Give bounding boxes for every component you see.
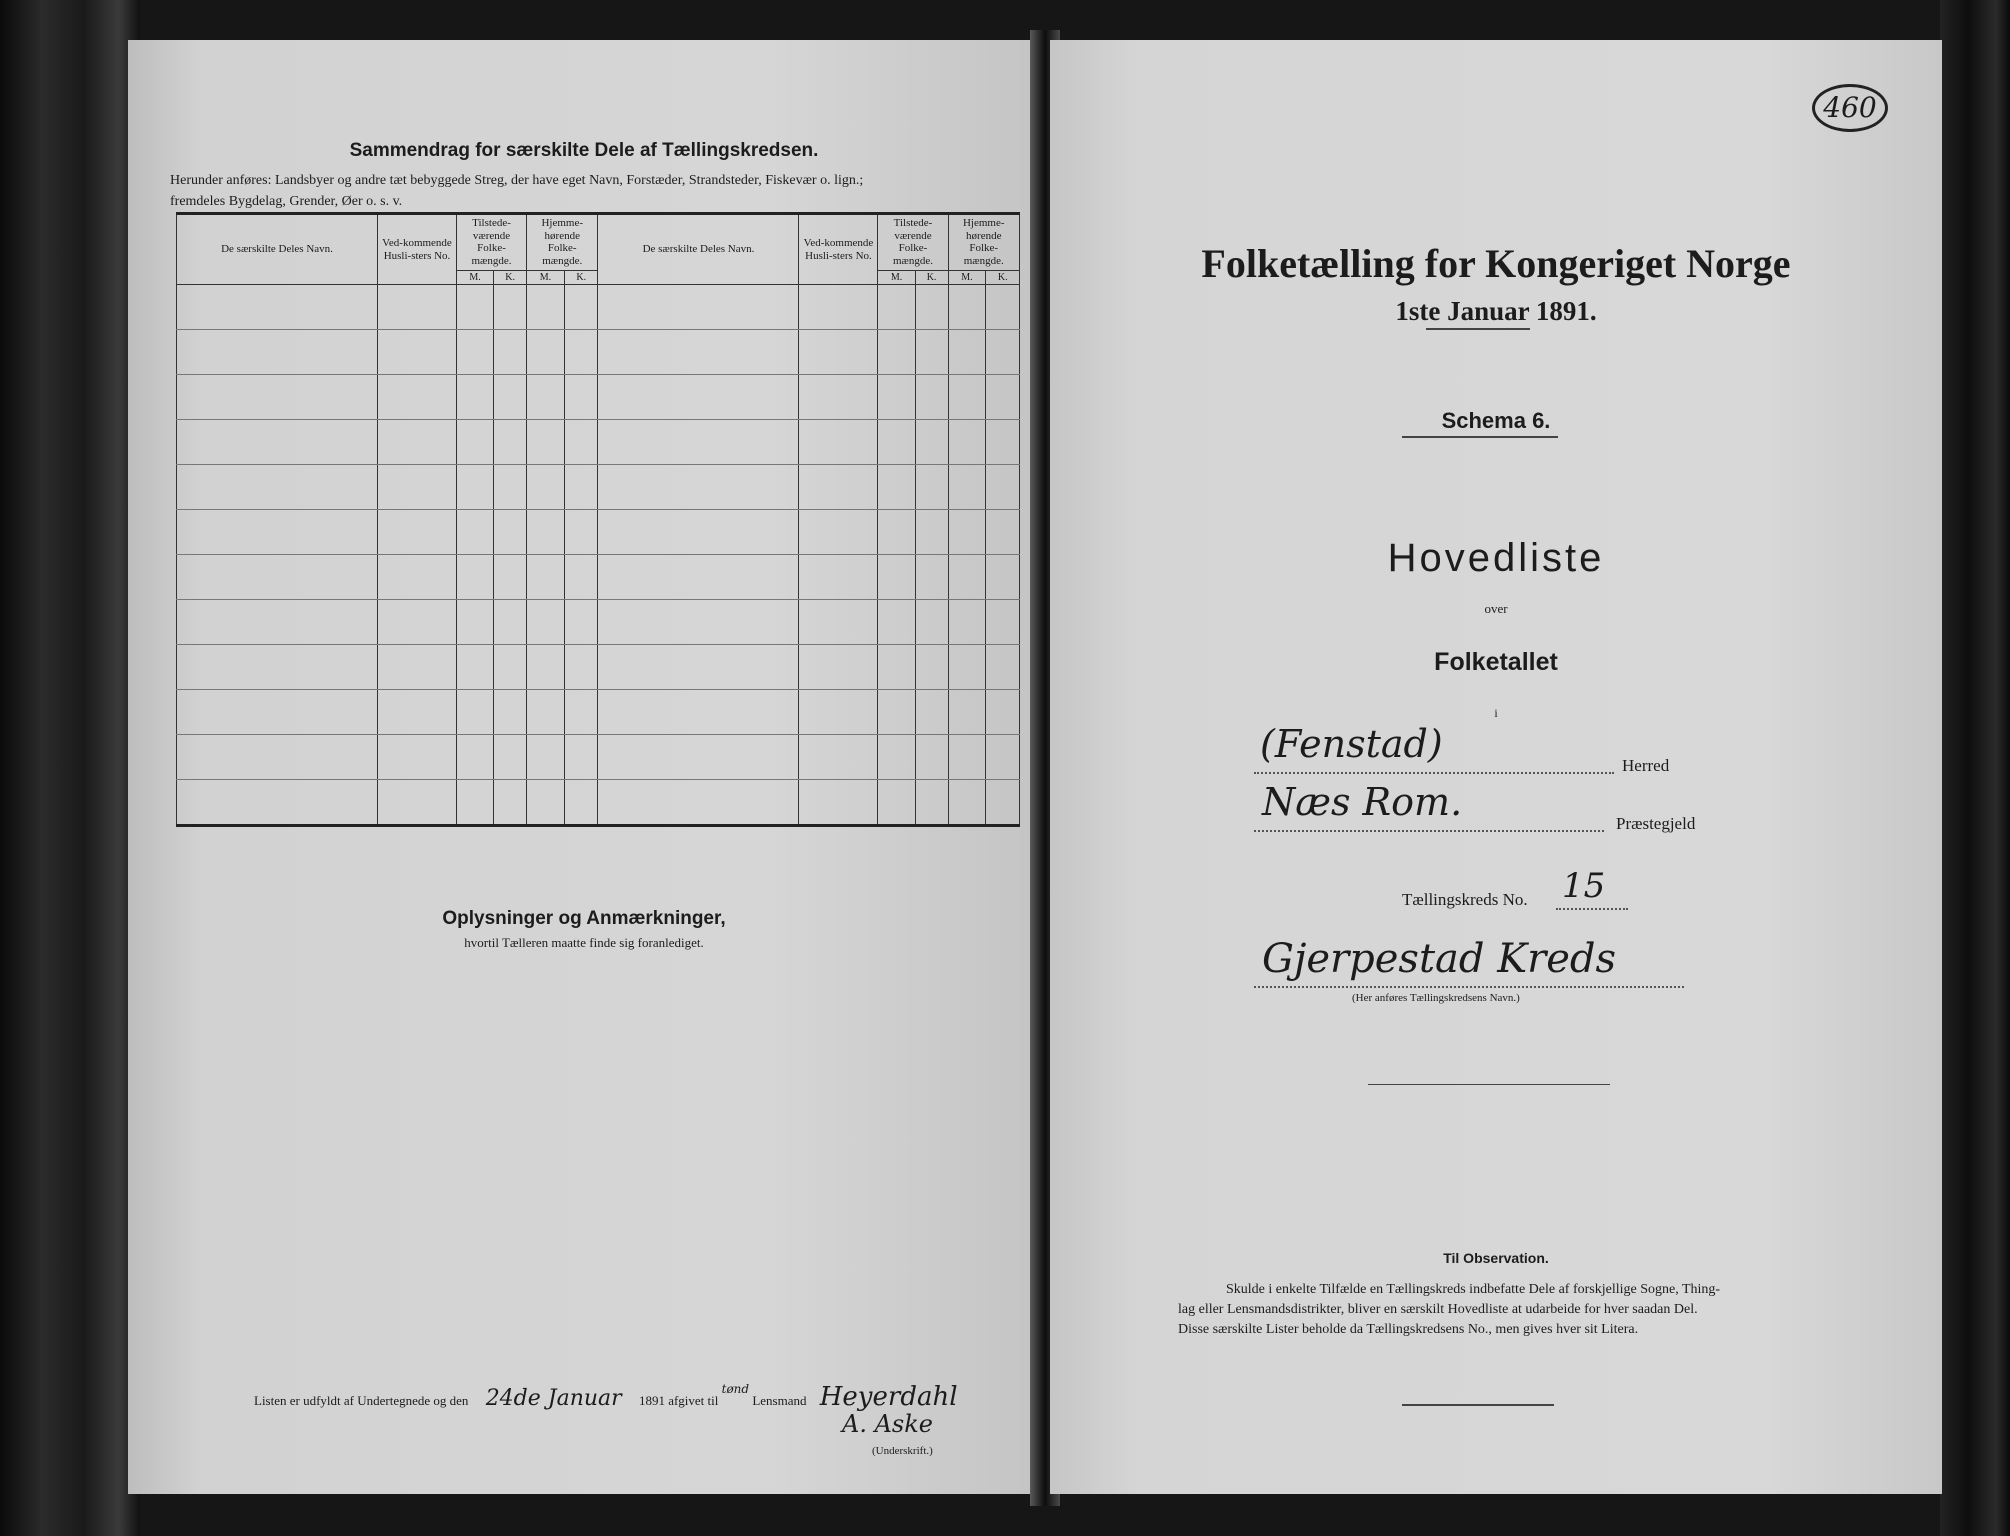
summary-subtitle-line2: fremdeles Bygdelag, Grender, Øer o. s. v.	[170, 194, 403, 209]
schema-label: Schema 6.	[1441, 408, 1551, 433]
form-date: 1ste Januar 1891.	[1395, 296, 1597, 326]
hovedliste-heading: Hovedliste	[1387, 536, 1605, 580]
table-row	[177, 780, 1020, 826]
kreds-number-handwritten: 15	[1562, 866, 1606, 906]
kreds-name-dotted-line	[1254, 986, 1684, 988]
table-row	[177, 645, 1020, 690]
prestegjeld-handwritten: Næs Rom.	[1262, 780, 1463, 824]
divider	[1402, 1404, 1554, 1406]
table-row	[177, 510, 1020, 555]
kreds-name-handwritten: Gjerpestad Kreds	[1262, 936, 1617, 982]
summary-subtitle-line1: Herunder anføres: Landsbyer og andre tæt bebyggede Streg, der have eget Navn, Forstæder, Strandsteder, Fiskevær o. lign.;	[170, 173, 864, 188]
col-m: M.	[457, 270, 494, 285]
page-number: 460	[1812, 84, 1888, 132]
summary-title: Sammendrag for særskilte Dele af Tællingskredsen.	[349, 140, 819, 161]
table-row	[177, 420, 1020, 465]
i-label: i	[1494, 706, 1498, 720]
signer-name: A. Aske	[842, 1410, 933, 1438]
folketallet-heading: Folketallet	[1434, 648, 1558, 676]
schema-underline	[1402, 436, 1558, 438]
col-header-husliste: Ved-kommende Husli-sters No.	[378, 214, 457, 285]
signature-prefix: Listen er udfyldt af Undertegnede og den	[254, 1393, 469, 1408]
table-row	[177, 690, 1020, 735]
book-edge-right	[1940, 0, 2010, 1536]
col-header-husliste-2: Ved-kommende Husli-sters No.	[799, 214, 878, 285]
signature-line	[254, 1382, 958, 1412]
divider	[1368, 1084, 1610, 1085]
observation-text-line2: lag eller Lensmandsdistrikter, bliver en særskilt Hovedliste at udarbeide for hver saadan Del.	[1178, 1302, 1698, 1317]
col-m: M.	[878, 270, 915, 285]
table-row	[177, 375, 1020, 420]
col-k: K.	[986, 270, 1020, 285]
table-row	[177, 465, 1020, 510]
divider	[1426, 328, 1530, 330]
herred-dotted-line	[1254, 772, 1614, 774]
herred-handwritten: (Fenstad)	[1260, 722, 1443, 766]
prestegjeld-label: Præstegjeld	[1616, 814, 1696, 833]
observation-text-line3: Disse særskilte Lister beholde da Tællingskredsens No., men gives hver sit Litera.	[1178, 1322, 1639, 1337]
table-row	[177, 555, 1020, 600]
underskrift-label: (Underskrift.)	[872, 1445, 933, 1457]
col-header-tilstede: Tilstede-værende Folke-mængde.	[457, 214, 527, 271]
oplysninger-title: Oplysninger og Anmærkninger,	[442, 908, 726, 929]
signature-lensmand-name: Heyerdahl	[819, 1382, 958, 1412]
col-header-tilstede-2: Tilstede-værende Folke-mængde.	[878, 214, 948, 271]
col-k: K.	[494, 270, 527, 285]
herred-label: Herred	[1622, 756, 1670, 775]
right-page	[1050, 40, 1942, 1494]
table-row	[177, 600, 1020, 645]
table-row	[177, 285, 1020, 330]
form-title: Folketælling for Kongeriget Norge	[1201, 241, 1791, 286]
over-label: over	[1484, 601, 1508, 616]
kreds-label: Tællingskreds No.	[1402, 890, 1528, 909]
col-header-hjemme-2: Hjemme-hørende Folke-mængde.	[948, 214, 1020, 271]
observation-title: Til Observation.	[1443, 1250, 1549, 1266]
oplysninger-subtitle: hvortil Tælleren maatte finde sig foranlediget.	[464, 935, 704, 950]
table-row	[177, 330, 1020, 375]
kreds-number-dotted-line	[1556, 908, 1628, 910]
col-k: K.	[915, 270, 948, 285]
col-m: M.	[948, 270, 986, 285]
prestegjeld-dotted-line	[1254, 830, 1604, 832]
signature-lensmand: Lensmand	[752, 1393, 807, 1408]
kreds-name-hint: (Her anføres Tællingskredsens Navn.)	[1352, 992, 1520, 1004]
signature-date: 24de Januar	[485, 1386, 622, 1411]
signature-inserted: tønd	[721, 1382, 750, 1396]
book-spine-left	[0, 0, 140, 1536]
col-m: M.	[527, 270, 565, 285]
left-page	[128, 40, 1040, 1494]
col-k: K.	[564, 270, 598, 285]
col-header-name: De særskilte Deles Navn.	[177, 214, 378, 285]
observation-text-line1: Skulde i enkelte Tilfælde en Tællingskreds indbefatte Dele af forskjellige Sogne, Thing-	[1226, 1282, 1721, 1297]
col-header-hjemme: Hjemme-hørende Folke-mængde.	[527, 214, 598, 271]
summary-table	[176, 212, 1020, 827]
table-row	[177, 735, 1020, 780]
col-header-name-2: De særskilte Deles Navn.	[598, 214, 799, 285]
signature-year: 1891 afgivet til	[638, 1393, 719, 1408]
